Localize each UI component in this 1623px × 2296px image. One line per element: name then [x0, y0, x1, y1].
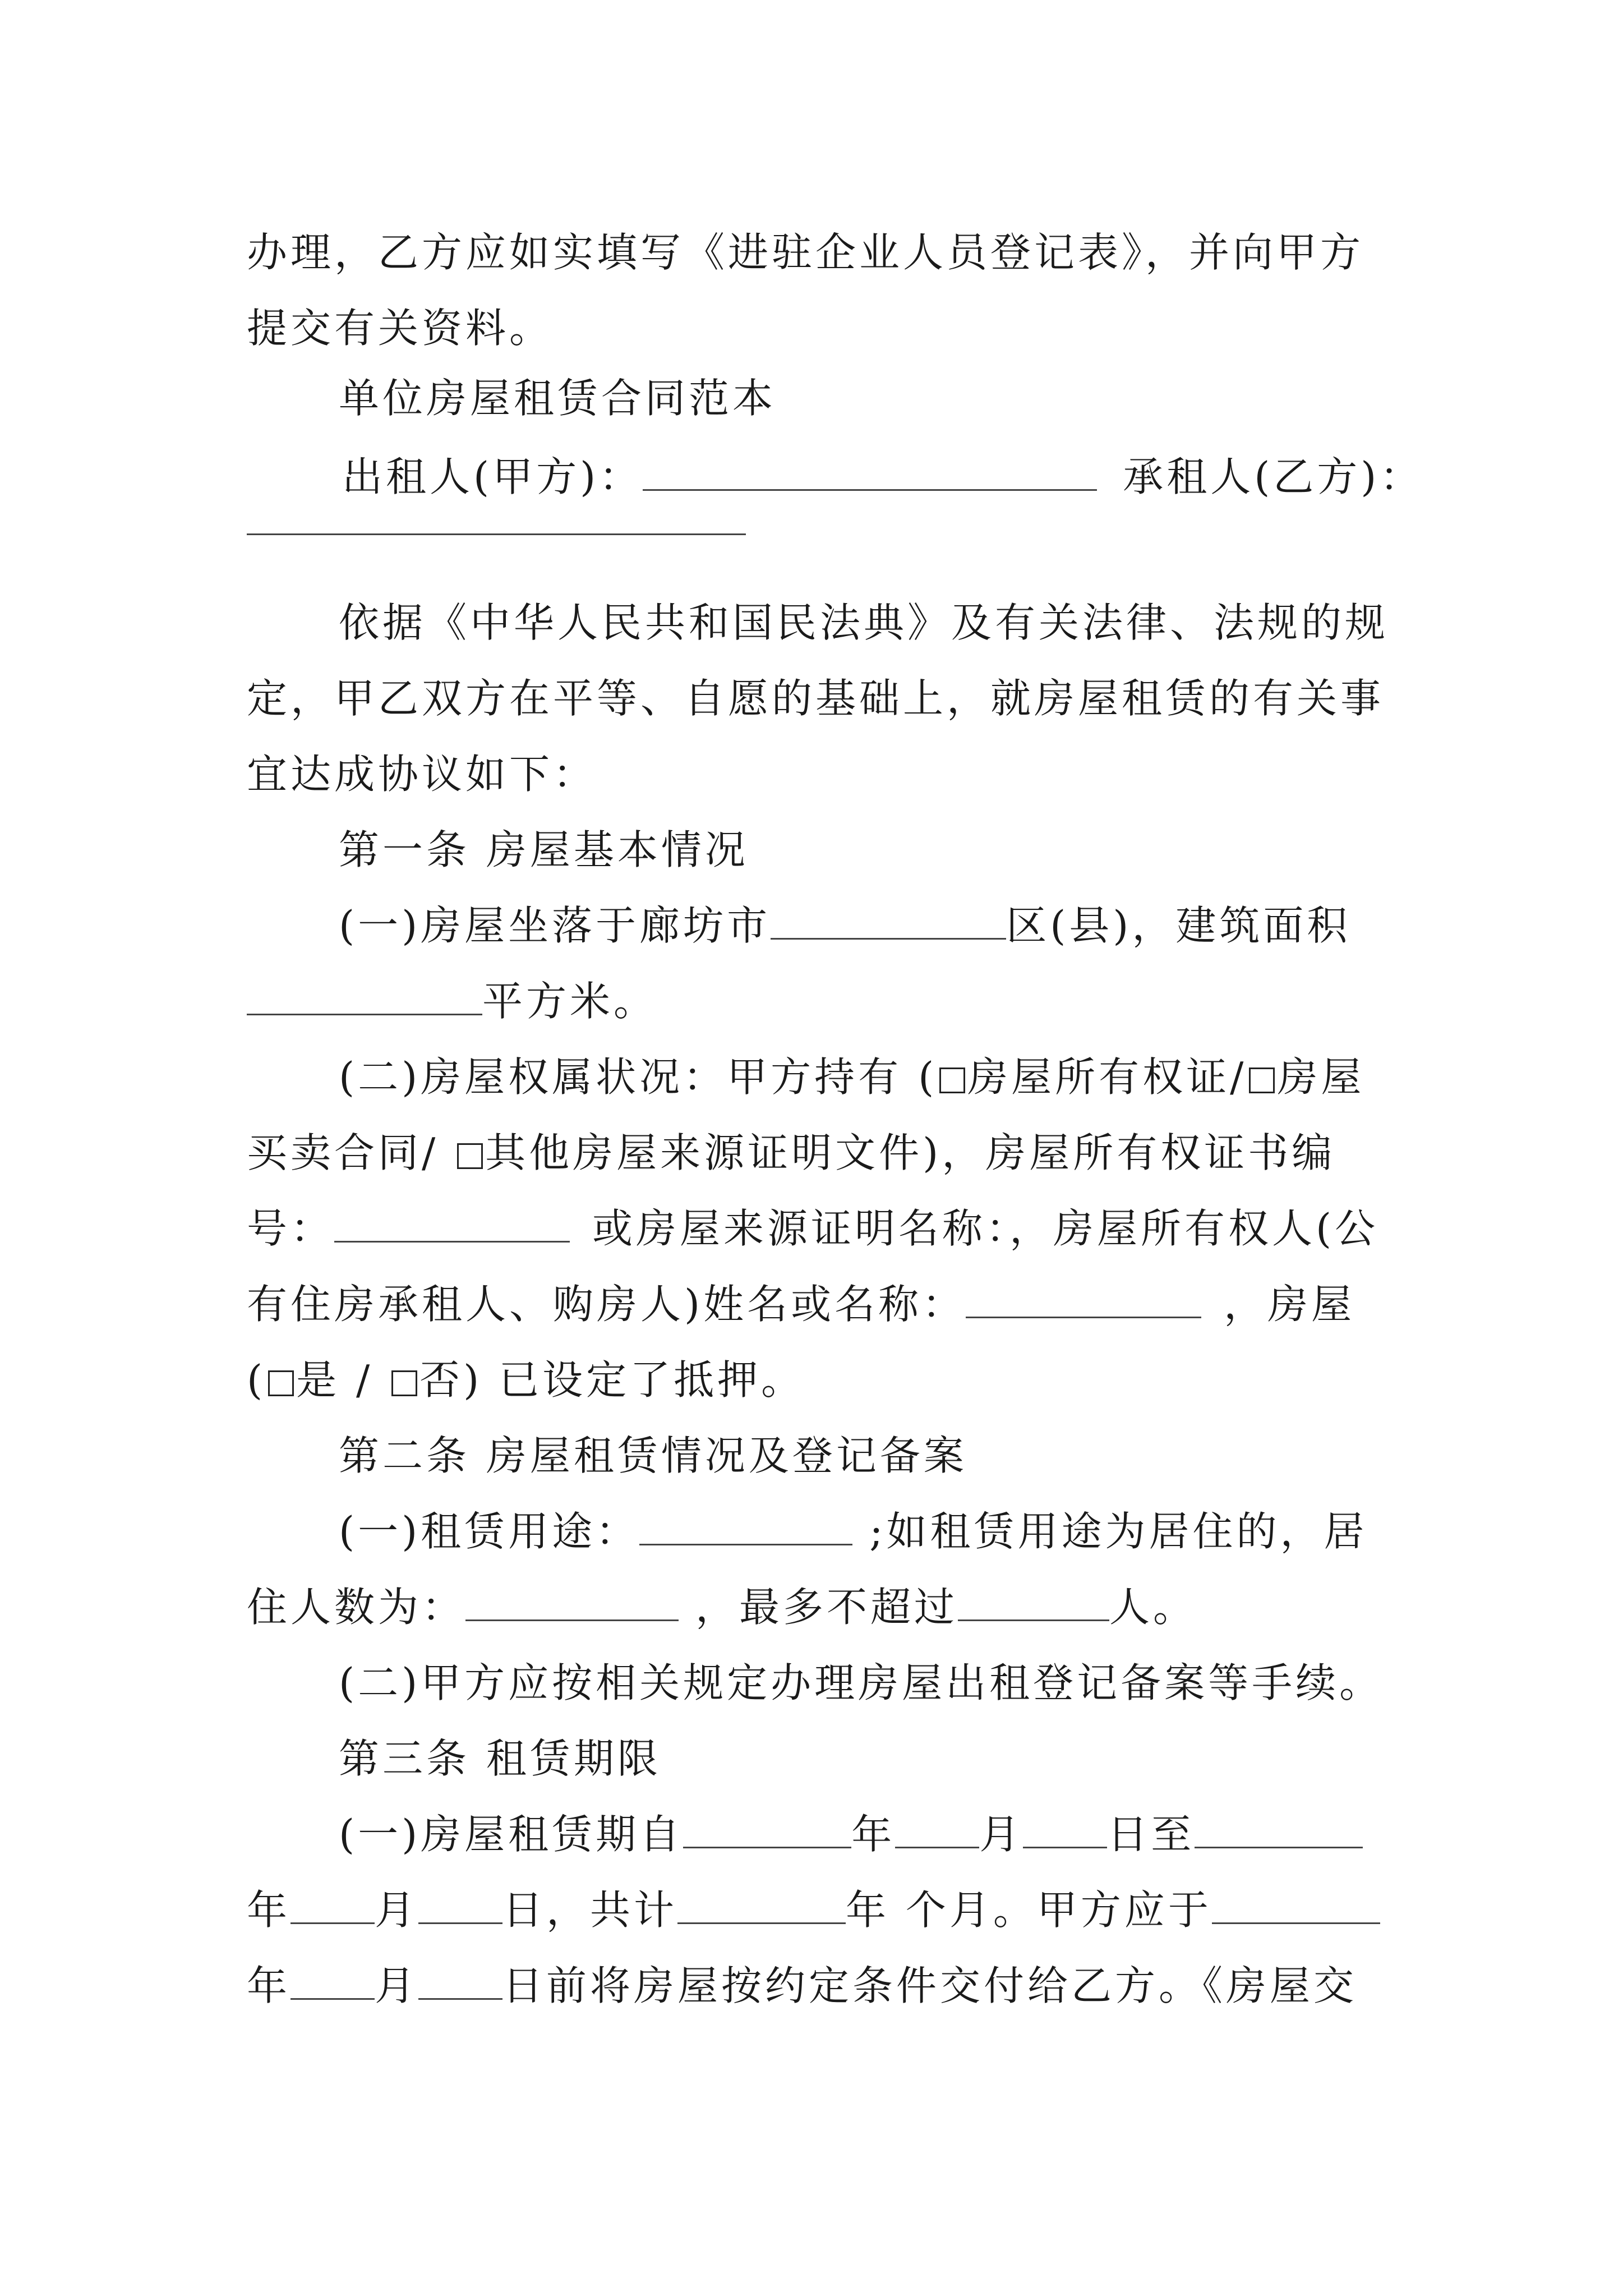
paragraph-text: (二)甲方应按相关规定办理房屋出租登记备案等手续。	[339, 1659, 1384, 1706]
lessee-label: 承租人(乙方)：	[1123, 453, 1424, 500]
paragraph-text: 日，共计	[502, 1887, 678, 1934]
text-line	[339, 1503, 1483, 1559]
delivery-month-blank	[291, 1963, 375, 2000]
paragraph-text: 依据《中华人民共和国民法典》及有关法律、法规的规	[339, 599, 1389, 646]
text-line	[339, 595, 1483, 651]
checkbox-mortgage-yes[interactable]	[268, 1370, 294, 1396]
article-title: 第二条 房屋租赁情况及登记备案	[339, 1432, 967, 1479]
paragraph-text: 办理，乙方应如实填写《进驻企业人员登记表》，并向甲方	[247, 229, 1364, 276]
text-line	[247, 1352, 1391, 1408]
paragraph-text: 提交有关资料。	[247, 305, 554, 352]
max-occupants-blank	[958, 1585, 1109, 1621]
article-heading	[339, 1731, 1483, 1787]
article-title: 第三条 租赁期限	[339, 1735, 661, 1782]
total-years-blank	[677, 1888, 846, 1924]
district-blank	[771, 903, 1006, 940]
text-line	[247, 1276, 1391, 1332]
text-line	[247, 1579, 1391, 1635]
cert-number-blank	[334, 1206, 570, 1243]
paragraph-text: 年	[247, 1962, 291, 2009]
checkbox-purchase-contract[interactable]	[1249, 1068, 1275, 1093]
paragraph-text: (一)房屋租赁期自	[339, 1811, 684, 1858]
delivery-year-blank	[1212, 1888, 1380, 1924]
article-title: 第一条 房屋基本情况	[339, 826, 749, 873]
paragraph-text: 定，甲乙双方在平等、自愿的基础上，就房屋租赁的有关事	[247, 675, 1385, 722]
paragraph-text: 日前将房屋按约定条件交付给乙方。《房屋交	[502, 1962, 1358, 2009]
end-month-blank	[291, 1888, 375, 1924]
text-line	[339, 1655, 1483, 1711]
paragraph-text: 年	[851, 1811, 896, 1858]
paragraph-text: 月	[375, 1962, 419, 2009]
text-line	[247, 1958, 1391, 2014]
paragraph-text: 买卖合同/	[247, 1129, 455, 1176]
paragraph-text: ;如租赁用途为居住的，居	[869, 1508, 1368, 1555]
lessor-label: 出租人(甲方)：	[342, 453, 643, 500]
paragraph-text: (二)房屋权属状况：甲方持有 (	[339, 1053, 938, 1101]
paragraph-text: 房屋	[1277, 1053, 1365, 1101]
article-heading	[339, 822, 1483, 878]
text-line	[247, 1200, 1391, 1257]
paragraph-text: 月	[375, 1887, 419, 1934]
end-year-blank	[1195, 1812, 1363, 1848]
text-line	[339, 1049, 1483, 1105]
paragraph-text: 房屋所有权证/	[967, 1053, 1247, 1101]
paragraph-text: 号：	[247, 1205, 335, 1252]
paragraph-text: 人。	[1109, 1584, 1197, 1631]
start-month-blank	[895, 1812, 979, 1848]
text-line	[247, 224, 1391, 280]
text-line	[339, 898, 1483, 954]
text-line	[247, 300, 1391, 356]
paragraph-text: 否) 已设定了抵押。	[419, 1356, 805, 1404]
paragraph-text: 是 /	[296, 1356, 390, 1404]
paragraph-text: (一)房屋坐落于廊坊市	[339, 902, 771, 949]
text-line	[247, 746, 1391, 802]
text-line	[247, 1882, 1391, 1938]
text-line	[247, 1125, 1391, 1181]
paragraph-text: 年	[247, 1887, 291, 1934]
paragraph-text: 有住房承租人、购房人)姓名或名称：	[247, 1281, 966, 1328]
paragraph-text: ，房屋	[1224, 1281, 1355, 1328]
paragraph-text: 区(县)，建筑面积	[1006, 902, 1351, 949]
paragraph-text: (一)租赁用途：	[339, 1508, 640, 1555]
paragraph-text: 或房屋来源证明名称：，房屋所有权人(公	[592, 1205, 1379, 1252]
party-line	[342, 449, 1486, 505]
start-day-blank	[1023, 1812, 1107, 1848]
start-year-blank	[683, 1812, 851, 1848]
paragraph-text: 住人数为：	[247, 1584, 466, 1631]
paragraph-text: 其他房屋来源证明文件)，房屋所有权证书编	[485, 1129, 1336, 1176]
paragraph-text: 年 个月。甲方应于	[846, 1887, 1212, 1934]
paragraph-text: 月	[979, 1811, 1023, 1858]
paragraph-text: 宜达成协议如下：	[247, 751, 597, 798]
checkbox-mortgage-no[interactable]	[391, 1370, 417, 1396]
paragraph-text: ，最多不超过	[695, 1584, 958, 1631]
occupants-blank	[465, 1585, 679, 1621]
checkbox-other-proof[interactable]	[457, 1143, 483, 1169]
text-line	[247, 973, 1391, 1029]
owner-name-blank	[966, 1282, 1201, 1318]
article-heading	[339, 1428, 1483, 1484]
checkbox-ownership-cert[interactable]	[939, 1068, 965, 1093]
usage-blank	[639, 1509, 852, 1545]
text-line	[247, 670, 1391, 726]
text-line	[339, 1806, 1483, 1862]
paragraph-text: (	[247, 1356, 266, 1404]
lessor-blank	[643, 454, 1097, 491]
end-day-blank	[418, 1888, 502, 1924]
title-text: 单位房屋租赁合同范本	[339, 375, 777, 422]
area-blank	[247, 979, 482, 1015]
delivery-day-blank	[418, 1963, 502, 2000]
paragraph-text: 平方米。	[482, 978, 658, 1025]
lessee-blank	[247, 532, 746, 535]
paragraph-text: 日至	[1107, 1811, 1195, 1858]
document-title	[339, 370, 1483, 426]
